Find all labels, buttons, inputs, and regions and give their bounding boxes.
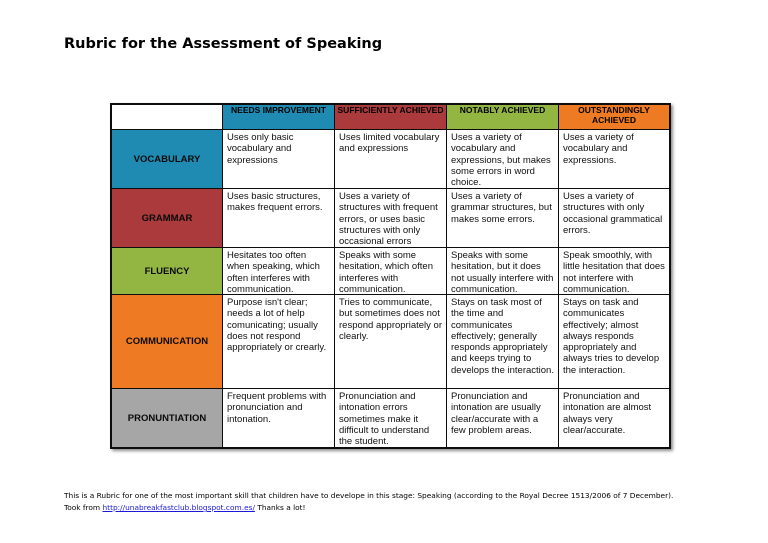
footer-credit-suffix: Thanks a lot! — [254, 503, 306, 512]
cell-vocabulary-notably-achieved: Uses a variety of vocabulary and expressions, but makes some errors in word choice. — [447, 130, 558, 188]
rubric-table — [110, 103, 671, 449]
footer-credit-prefix: Took from — [64, 503, 103, 512]
cell-communication-notably-achieved: Stays on task most of the time and communicates effectively; generally responds appropriately and keeps trying to develops the interaction. — [447, 295, 558, 388]
cell-vocabulary-sufficiently-achieved: Uses limited vocabulary and expressions — [335, 130, 446, 188]
row-header-communication: COMMUNICATION — [112, 295, 222, 388]
column-header-notably-achieved: NOTABLY ACHIEVED — [447, 105, 558, 129]
footer-credit — [64, 502, 754, 514]
source-link[interactable]: http://unabreakfastclub.blogspot.com.es/ — [102, 503, 255, 512]
table-corner — [112, 105, 222, 129]
page-title: Rubric for the Assessment of Speaking — [64, 36, 383, 52]
cell-vocabulary-needs-improvement: Uses only basic vocabulary and expressions — [223, 130, 334, 188]
cell-grammar-notably-achieved: Uses a variety of grammar structures, but makes some errors. — [447, 189, 558, 247]
row-header-grammar: GRAMMAR — [112, 189, 222, 247]
cell-pronunciation-needs-improvement: Frequent problems with pronunciation and intonation. — [223, 389, 334, 447]
column-header-sufficiently-achieved: SUFFICIENTLY ACHIEVED — [335, 105, 446, 129]
cell-grammar-outstandingly-achieved: Uses a variety of structures with only occasional grammatical errors. — [559, 189, 669, 247]
cell-grammar-needs-improvement: Uses basic structures, makes frequent errors. — [223, 189, 334, 247]
footer-note — [64, 490, 754, 514]
cell-pronunciation-outstandingly-achieved: Pronunciation and intonation are almost always very clear/accurate. — [559, 389, 669, 447]
cell-communication-sufficiently-achieved: Tries to communicate, but sometimes does not respond appropriately or clearly. — [335, 295, 446, 388]
cell-communication-outstandingly-achieved: Stays on task and communicates effectively; almost always responds appropriately and always tries to develop the interaction. — [559, 295, 669, 388]
footer-description: This is a Rubric for one of the most important skill that children have to develope in this stage: Speaking (according to the Royal Decree 1513/2006 of 7 December). — [64, 491, 674, 500]
cell-pronunciation-notably-achieved: Pronunciation and intonation are usually clear/accurate with a few problem areas. — [447, 389, 558, 447]
row-header-fluency: FLUENCY — [112, 248, 222, 294]
column-header-outstandingly-achieved: OUTSTANDINGLY ACHIEVED — [559, 105, 669, 129]
row-header-pronunciation: PRONUNTIATION — [112, 389, 222, 447]
row-header-vocabulary: VOCABULARY — [112, 130, 222, 188]
cell-fluency-needs-improvement: Hesitates too often when speaking, which often interferes with communication. — [223, 248, 334, 294]
cell-communication-needs-improvement: Purpose isn't clear; needs a lot of help comunicating; usually does not respond appropriately or crearly. — [223, 295, 334, 388]
cell-vocabulary-outstandingly-achieved: Uses a variety of vocabulary and expressions. — [559, 130, 669, 188]
cell-grammar-sufficiently-achieved: Uses a variety of structures with frequent errors, or uses basic structures with only occasional errors — [335, 189, 446, 247]
cell-fluency-outstandingly-achieved: Speak smoothly, with little hesitation that does not interfere with communication. — [559, 248, 669, 294]
column-header-needs-improvement: NEEDS IMPROVEMENT — [223, 105, 334, 129]
cell-fluency-notably-achieved: Speaks with some hesitation, but it does not usually interfere with communication. — [447, 248, 558, 294]
cell-pronunciation-sufficiently-achieved: Pronunciation and intonation errors sometimes make it difficult to understand the student. — [335, 389, 446, 447]
cell-fluency-sufficiently-achieved: Speaks with some hesitation, which often interferes with communication. — [335, 248, 446, 294]
